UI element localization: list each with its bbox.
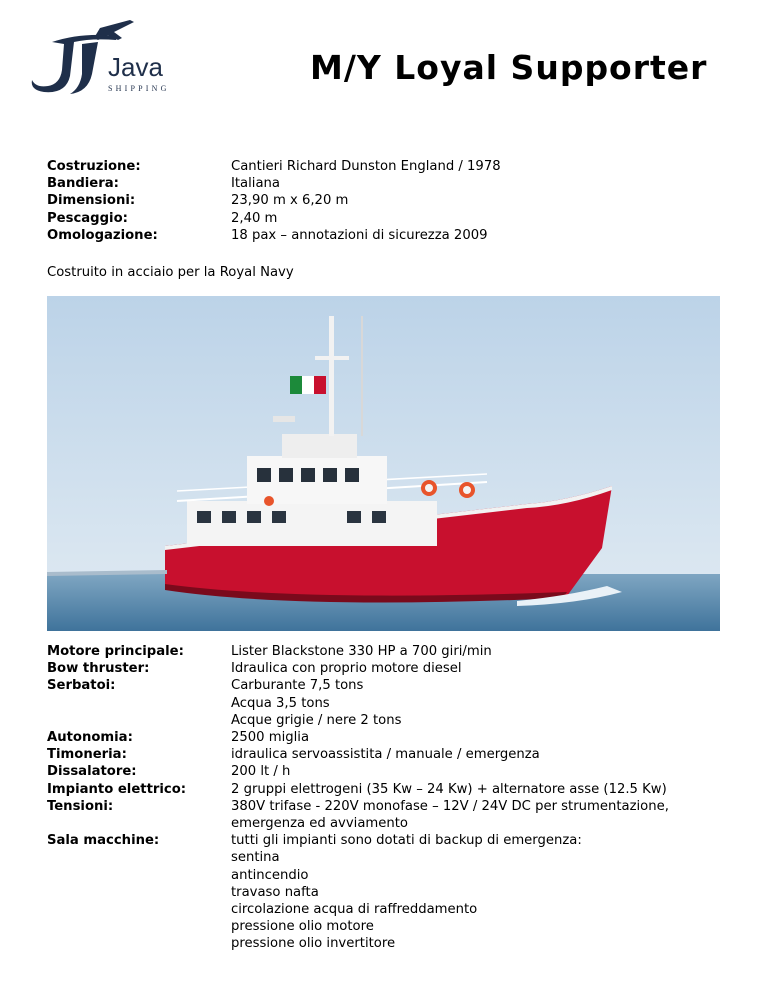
spec-label: Serbatoi:: [47, 678, 116, 694]
spec-value: pressione olio motore: [231, 919, 374, 935]
spec-row: [47, 227, 501, 244]
spec-label: Impianto elettrico:: [47, 781, 187, 797]
spec-label: [47, 901, 231, 918]
spec-label: Omologazione:: [47, 227, 158, 243]
spec-row: [47, 901, 669, 918]
spec-value: 380V trifase - 220V monofase – 12V / 24V DC per strumentazione,: [231, 798, 669, 814]
spec-label: Sala macchine:: [47, 833, 160, 849]
page-title: M/Y Loyal Supporter: [310, 48, 708, 87]
spec-row: [47, 935, 669, 952]
spec-label: [47, 935, 231, 952]
spec-row: [47, 695, 669, 712]
spec-row: [47, 643, 669, 660]
spec-table-technical: [47, 643, 669, 953]
ship-photo: [47, 296, 720, 631]
spec-value: Carburante 7,5 tons: [231, 678, 364, 694]
spec-label: Pescaggio:: [47, 210, 128, 226]
spec-label: Dimensioni:: [47, 193, 136, 209]
spec-label: Bow thruster:: [47, 661, 150, 677]
spec-value: pressione olio invertitore: [231, 936, 396, 952]
spec-row: [47, 798, 669, 815]
spec-row: [47, 832, 669, 849]
spec-row: [47, 746, 669, 763]
spec-row: [47, 729, 669, 746]
spec-label: Dissalatore:: [47, 764, 137, 780]
spec-value: 23,90 m x 6,20 m: [231, 193, 349, 209]
spec-label: Tensioni:: [47, 798, 114, 814]
spec-label: [47, 918, 231, 935]
spec-value: 18 pax – annotazioni di sicurezza 2009: [231, 227, 488, 243]
spec-row: [47, 781, 669, 798]
logo-name: Java: [108, 52, 163, 82]
spec-value: idraulica servoassistita / manuale / emergenza: [231, 747, 540, 763]
spec-table-general: [47, 158, 501, 244]
spec-value: emergenza ed avviamento: [231, 816, 408, 832]
spec-label: Costruzione:: [47, 159, 141, 174]
java-shipping-logo: [22, 18, 182, 100]
spec-row: [47, 192, 501, 209]
spec-value: Idraulica con proprio motore diesel: [231, 661, 462, 677]
spec-row: [47, 660, 669, 677]
spec-row: [47, 884, 669, 901]
spec-row: [47, 918, 669, 935]
spec-value: sentina: [231, 850, 280, 866]
construction-note: Costruito in acciaio per la Royal Navy: [47, 265, 294, 280]
spec-label: [47, 712, 231, 729]
spec-value: Acqua 3,5 tons: [231, 695, 330, 711]
spec-value: antincendio: [231, 867, 309, 883]
spec-value: Acque grigie / nere 2 tons: [231, 712, 402, 728]
spec-value: 2 gruppi elettrogeni (35 Kw – 24 Kw) + alternatore asse (12.5 Kw): [231, 781, 667, 797]
logo-mark-icon: [22, 18, 182, 100]
spec-row: [47, 763, 669, 780]
spec-label: [47, 695, 231, 712]
spec-value: Cantieri Richard Dunston England / 1978: [231, 159, 501, 174]
spec-label: Motore principale:: [47, 644, 184, 659]
spec-label: Timoneria:: [47, 747, 127, 763]
spec-row: [47, 815, 669, 832]
spec-label: Bandiera:: [47, 176, 119, 192]
spec-value: Lister Blackstone 330 HP a 700 giri/min: [231, 644, 492, 659]
spec-value: travaso nafta: [231, 884, 319, 900]
spec-value: 2,40 m: [231, 210, 278, 226]
spec-label: [47, 884, 231, 901]
logo-sub: SHIPPING: [108, 84, 170, 93]
spec-label: Autonomia:: [47, 730, 133, 746]
spec-value: tutti gli impianti sono dotati di backup di emergenza:: [231, 833, 582, 849]
spec-label: [47, 867, 231, 884]
spec-value: 2500 miglia: [231, 730, 310, 746]
spec-value: Italiana: [231, 176, 280, 192]
spec-row: [47, 158, 501, 175]
spec-label: [47, 849, 231, 866]
spec-value: 200 lt / h: [231, 764, 291, 780]
spec-row: [47, 677, 669, 694]
spec-row: [47, 712, 669, 729]
spec-row: [47, 867, 669, 884]
spec-label: [47, 815, 231, 832]
spec-value: circolazione acqua di raffreddamento: [231, 902, 478, 918]
spec-row: [47, 175, 501, 192]
spec-row: [47, 849, 669, 866]
spec-row: [47, 210, 501, 227]
